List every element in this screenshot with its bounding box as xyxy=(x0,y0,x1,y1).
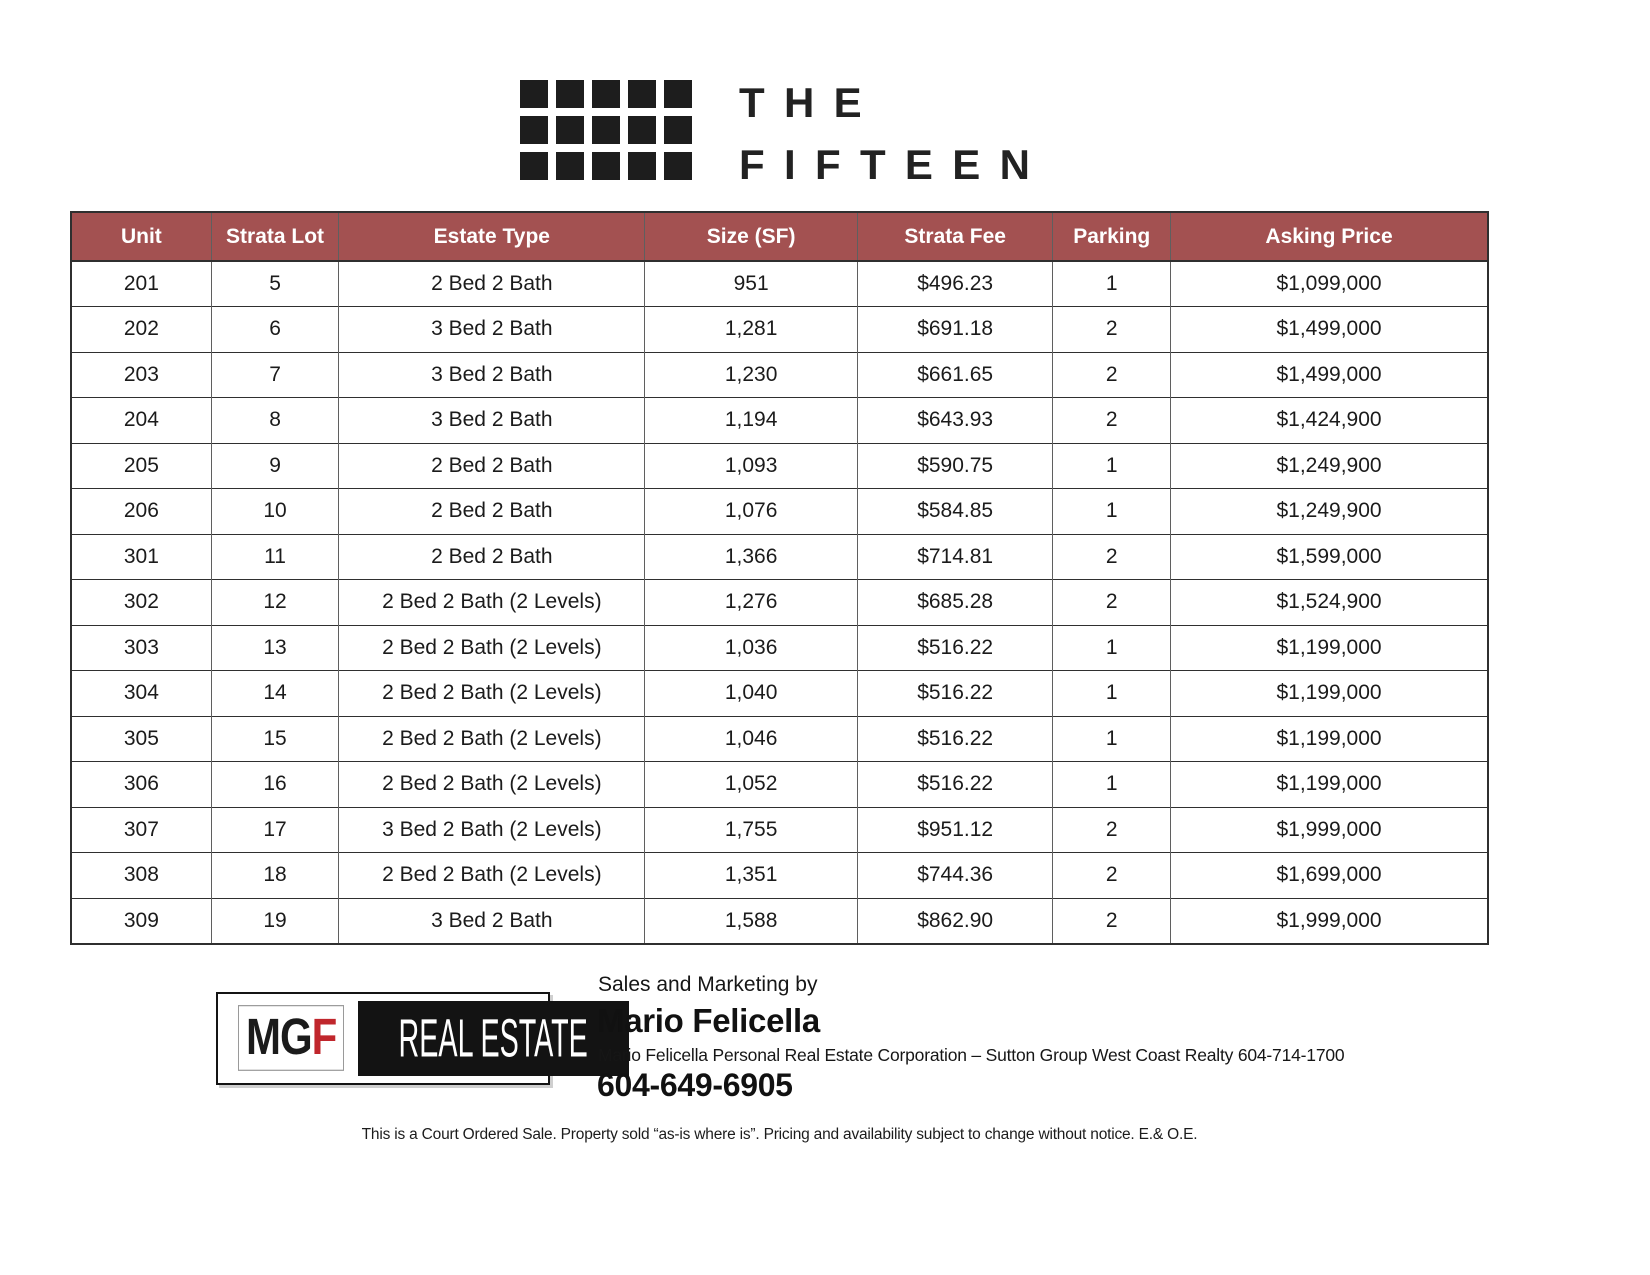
table-cell: 14 xyxy=(211,671,339,717)
table-cell: 18 xyxy=(211,853,339,899)
table-cell: 202 xyxy=(71,307,211,353)
column-header: Strata Fee xyxy=(857,212,1053,261)
table-row xyxy=(71,762,1488,808)
table-cell: 3 Bed 2 Bath xyxy=(339,398,645,444)
table-cell: $1,499,000 xyxy=(1171,352,1488,398)
table-cell: $516.22 xyxy=(857,625,1053,671)
table-cell: $1,699,000 xyxy=(1171,853,1488,899)
table-cell: 1,076 xyxy=(645,489,858,535)
table-cell: 1,755 xyxy=(645,807,858,853)
table-cell: $1,199,000 xyxy=(1171,762,1488,808)
table-cell: $643.93 xyxy=(857,398,1053,444)
table-cell: 2 xyxy=(1053,352,1171,398)
table-cell: 303 xyxy=(71,625,211,671)
table-cell: 1,040 xyxy=(645,671,858,717)
table-cell: 3 Bed 2 Bath xyxy=(339,898,645,944)
column-header: Strata Lot xyxy=(211,212,339,261)
table-row xyxy=(71,580,1488,626)
table-cell: 1 xyxy=(1053,716,1171,762)
table-cell: $516.22 xyxy=(857,671,1053,717)
table-cell: 12 xyxy=(211,580,339,626)
table-cell: 2 Bed 2 Bath (2 Levels) xyxy=(339,671,645,717)
table-cell: 5 xyxy=(211,261,339,307)
table-cell: 1,093 xyxy=(645,443,858,489)
table-cell: $862.90 xyxy=(857,898,1053,944)
table-cell: 2 Bed 2 Bath xyxy=(339,489,645,535)
table-cell: 308 xyxy=(71,853,211,899)
pricing-table xyxy=(70,211,1489,945)
table-cell: 2 xyxy=(1053,580,1171,626)
mgf-real-estate-logo xyxy=(216,992,589,1085)
table-cell: 1 xyxy=(1053,625,1171,671)
table-row xyxy=(71,625,1488,671)
brand-square-icon xyxy=(628,80,656,108)
column-header: Size (SF) xyxy=(645,212,858,261)
table-cell: 8 xyxy=(211,398,339,444)
table-cell: 2 Bed 2 Bath (2 Levels) xyxy=(339,625,645,671)
column-header: Estate Type xyxy=(339,212,645,261)
table-cell: 15 xyxy=(211,716,339,762)
table-cell: 1,036 xyxy=(645,625,858,671)
table-cell: 19 xyxy=(211,898,339,944)
table-cell: 951 xyxy=(645,261,858,307)
table-cell: $744.36 xyxy=(857,853,1053,899)
table-cell: 11 xyxy=(211,534,339,580)
brand-square-icon xyxy=(628,152,656,180)
table-cell: $584.85 xyxy=(857,489,1053,535)
table-cell: 1,046 xyxy=(645,716,858,762)
table-cell: $1,099,000 xyxy=(1171,261,1488,307)
table-cell: 17 xyxy=(211,807,339,853)
table-cell: 2 xyxy=(1053,307,1171,353)
table-cell: $1,999,000 xyxy=(1171,807,1488,853)
table-row xyxy=(71,443,1488,489)
brand-grid xyxy=(520,80,692,180)
brand-square-icon xyxy=(664,116,692,144)
table-cell: 306 xyxy=(71,762,211,808)
table-cell: $1,424,900 xyxy=(1171,398,1488,444)
table-cell: $1,524,900 xyxy=(1171,580,1488,626)
table-cell: 10 xyxy=(211,489,339,535)
mgf-letters-black: MG xyxy=(246,1007,312,1066)
table-cell: 2 xyxy=(1053,398,1171,444)
brand-square-icon xyxy=(592,80,620,108)
table-row xyxy=(71,352,1488,398)
table-body xyxy=(71,261,1488,944)
table-cell: 6 xyxy=(211,307,339,353)
table-cell: 1,281 xyxy=(645,307,858,353)
mgf-monogram xyxy=(238,1005,344,1071)
table-header-row xyxy=(71,212,1488,261)
brand-square-icon xyxy=(592,116,620,144)
table-cell: $1,999,000 xyxy=(1171,898,1488,944)
table-cell: $496.23 xyxy=(857,261,1053,307)
table-row xyxy=(71,307,1488,353)
table-cell: 1 xyxy=(1053,489,1171,535)
table-cell: 1,366 xyxy=(645,534,858,580)
brand-line-fifteen: FIFTEEN xyxy=(739,141,1050,188)
table-cell: $1,199,000 xyxy=(1171,716,1488,762)
table-cell: $1,599,000 xyxy=(1171,534,1488,580)
column-header: Unit xyxy=(71,212,211,261)
brand-line-the: THE xyxy=(739,79,881,126)
table-cell: $951.12 xyxy=(857,807,1053,853)
brand-square-icon xyxy=(628,116,656,144)
brand-square-icon xyxy=(520,80,548,108)
phone-number: 604-649-6905 xyxy=(597,1067,793,1103)
table-cell: 2 Bed 2 Bath xyxy=(339,261,645,307)
table-cell: 305 xyxy=(71,716,211,762)
brand-square-icon xyxy=(520,116,548,144)
table-row xyxy=(71,671,1488,717)
table-cell: $1,199,000 xyxy=(1171,625,1488,671)
table-cell: 302 xyxy=(71,580,211,626)
table-cell: 1 xyxy=(1053,443,1171,489)
table-row xyxy=(71,716,1488,762)
brand-square-icon xyxy=(664,152,692,180)
table-cell: $685.28 xyxy=(857,580,1053,626)
table-cell: 1 xyxy=(1053,671,1171,717)
table-row xyxy=(71,807,1488,853)
table-cell: $516.22 xyxy=(857,716,1053,762)
table-cell: 304 xyxy=(71,671,211,717)
table-row xyxy=(71,898,1488,944)
disclaimer-text: This is a Court Ordered Sale. Property sold “as-is where is”. Pricing and availability subject to change without notice. E.& O.E. xyxy=(361,1126,1198,1143)
sales-by-label: Sales and Marketing by xyxy=(598,973,818,996)
table-cell: 1,351 xyxy=(645,853,858,899)
table-cell: 2 Bed 2 Bath (2 Levels) xyxy=(339,716,645,762)
table-cell: 1 xyxy=(1053,762,1171,808)
brand-square-icon xyxy=(664,80,692,108)
real-estate-label: REAL ESTATE xyxy=(398,1007,589,1069)
table-cell: $1,199,000 xyxy=(1171,671,1488,717)
brand-square-icon xyxy=(556,80,584,108)
table-cell: 7 xyxy=(211,352,339,398)
table-cell: 2 Bed 2 Bath xyxy=(339,534,645,580)
table-cell: 2 Bed 2 Bath (2 Levels) xyxy=(339,762,645,808)
brand-square-icon xyxy=(556,152,584,180)
table-cell: 203 xyxy=(71,352,211,398)
table-cell: $1,499,000 xyxy=(1171,307,1488,353)
table-cell: 206 xyxy=(71,489,211,535)
table-cell: 205 xyxy=(71,443,211,489)
corporation-line: Mario Felicella Personal Real Estate Corporation – Sutton Group West Coast Realty 604-714-1700 xyxy=(598,1045,1345,1065)
brand-logo xyxy=(520,80,1049,186)
brand-square-icon xyxy=(520,152,548,180)
table-cell: 201 xyxy=(71,261,211,307)
table-cell: 307 xyxy=(71,807,211,853)
table-cell: $691.18 xyxy=(857,307,1053,353)
column-header: Parking xyxy=(1053,212,1171,261)
table-cell: $1,249,900 xyxy=(1171,489,1488,535)
table-cell: $661.65 xyxy=(857,352,1053,398)
table-cell: 204 xyxy=(71,398,211,444)
table-cell: 2 xyxy=(1053,807,1171,853)
table-cell: 2 xyxy=(1053,898,1171,944)
table-cell: $714.81 xyxy=(857,534,1053,580)
column-header: Asking Price xyxy=(1171,212,1488,261)
agent-name: Mario Felicella xyxy=(597,1002,820,1039)
table-cell: 1,194 xyxy=(645,398,858,444)
table-cell: 13 xyxy=(211,625,339,671)
table-row xyxy=(71,534,1488,580)
mgf-letter-red: F xyxy=(311,1007,337,1066)
table-row xyxy=(71,398,1488,444)
table-cell: 2 xyxy=(1053,853,1171,899)
table-cell: 1 xyxy=(1053,261,1171,307)
brand-square-icon xyxy=(556,116,584,144)
brand-square-icon xyxy=(592,152,620,180)
table-cell: 3 Bed 2 Bath (2 Levels) xyxy=(339,807,645,853)
table-cell: 1,052 xyxy=(645,762,858,808)
table-cell: $590.75 xyxy=(857,443,1053,489)
table-row xyxy=(71,853,1488,899)
table-row xyxy=(71,261,1488,307)
brand-wordmark xyxy=(739,80,1049,186)
table-cell: 3 Bed 2 Bath xyxy=(339,352,645,398)
table-cell: 9 xyxy=(211,443,339,489)
table-cell: 1,276 xyxy=(645,580,858,626)
table-cell: 309 xyxy=(71,898,211,944)
table-cell: $1,249,900 xyxy=(1171,443,1488,489)
table-cell: 2 xyxy=(1053,534,1171,580)
table-cell: 2 Bed 2 Bath xyxy=(339,443,645,489)
table-cell: $516.22 xyxy=(857,762,1053,808)
table-cell: 1,230 xyxy=(645,352,858,398)
table-row xyxy=(71,489,1488,535)
table-cell: 301 xyxy=(71,534,211,580)
table-cell: 2 Bed 2 Bath (2 Levels) xyxy=(339,853,645,899)
table-cell: 1,588 xyxy=(645,898,858,944)
table-cell: 16 xyxy=(211,762,339,808)
table-cell: 2 Bed 2 Bath (2 Levels) xyxy=(339,580,645,626)
table-cell: 3 Bed 2 Bath xyxy=(339,307,645,353)
real-estate-banner xyxy=(358,1001,628,1076)
